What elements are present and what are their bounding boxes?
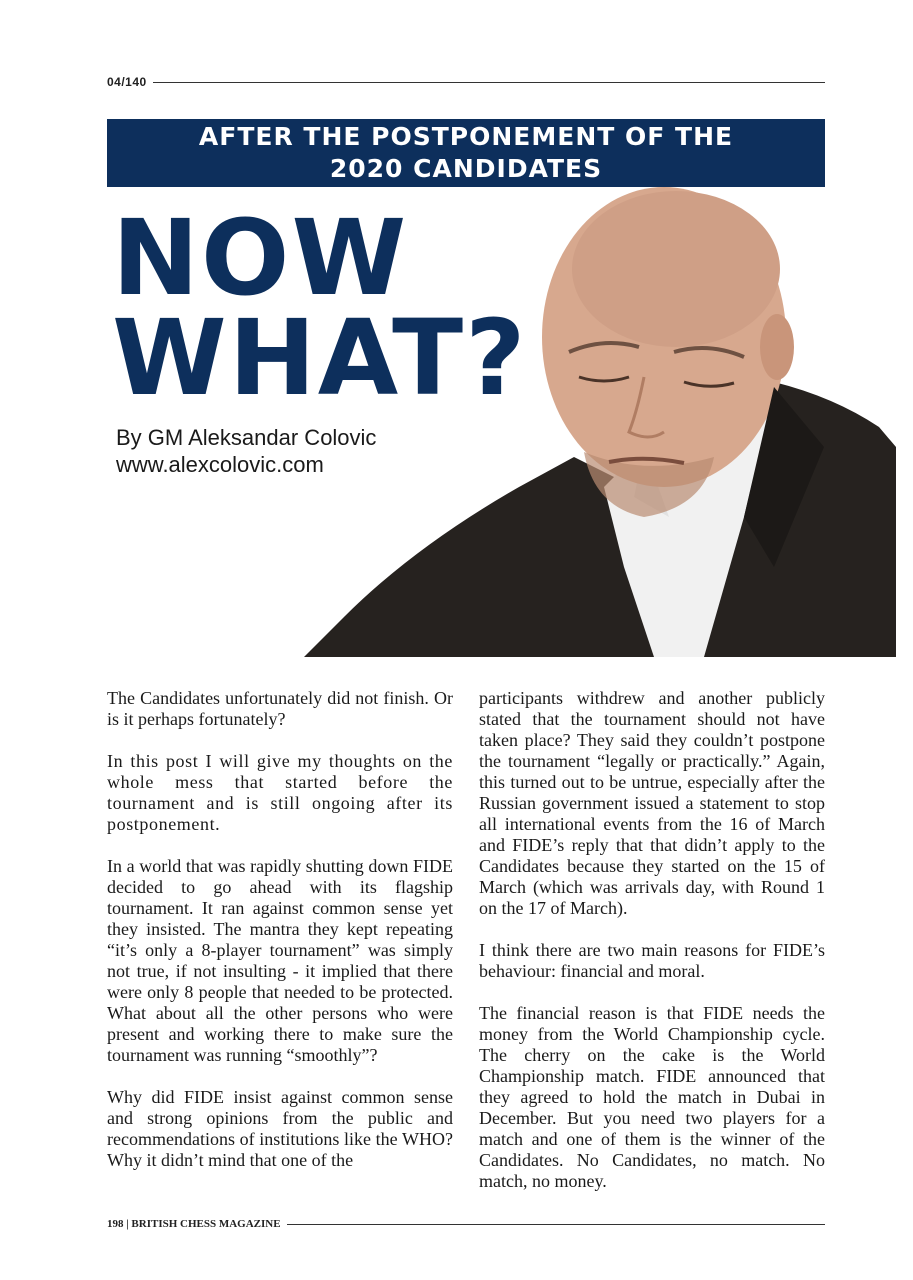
headline-line-1: NOW	[112, 197, 409, 319]
headline	[112, 197, 528, 419]
page-footer	[107, 1216, 825, 1232]
page-header	[107, 74, 825, 90]
footer-rule	[287, 1224, 825, 1225]
header-rule	[153, 82, 825, 83]
paragraph: I think there are two main reasons for FIDE’s behaviour: financial and moral.	[479, 940, 825, 981]
paragraph: participants withdrew and another publicly stated that the tournament should not have taken place? They said they couldn’t postpone the tournament “legally or practically.” Again, this turned out to be untrue, especially after the Russian government issued a statement to stop all international events from the 16 of March and FIDE’s reply that that didn’t apply to the Candidates because they started on the 15 of March (which was arrivals day, with Round 1 on the 17 of March).	[479, 688, 825, 918]
banner-line-2: 2020 CANDIDATES	[329, 154, 603, 183]
author-website: www.alexcolovic.com	[116, 452, 324, 477]
paragraph: The financial reason is that FIDE needs the money from the World Championship cycle. The cherry on the cake is the World Championship match. FIDE announced that they agreed to hold the match in Dubai in December. But you need two players for a match and one of them is the winner of the Candidates. No Candidates, no match. No match, no money.	[479, 1003, 825, 1191]
banner-line-1: AFTER THE POSTPONEMENT OF THE	[198, 122, 734, 151]
issue-number: 04/140	[107, 75, 147, 89]
author-name: By GM Aleksandar Colovic	[116, 425, 377, 450]
article-column-left	[107, 688, 453, 1192]
paragraph: In a world that was rapidly shutting down FIDE decided to go ahead with its flagship tournament. It ran against common sense yet they insisted. The mantra they kept repeating “it’s only a 8-player tournament” was simply not true, if not insulting - it implied that there were only 8 people that needed to be protected. What about all the other persons who were present and working there to make sure the tournament was running “smoothly”?	[107, 856, 453, 1065]
page-number: 198 | BRITISH CHESS MAGAZINE	[107, 1218, 281, 1230]
byline	[116, 424, 376, 478]
paragraph: In this post I will give my thoughts on the whole mess that started before the tournament and is still ongoing after its postponement.	[107, 751, 453, 834]
paragraph: Why did FIDE insist against common sense and strong opinions from the public and recommendations of institutions like the WHO? Why it didn’t mind that one of the	[107, 1087, 453, 1170]
article-column-right	[479, 688, 825, 1213]
title-banner	[107, 119, 825, 187]
paragraph: The Candidates unfortunately did not finish. Or is it perhaps fortunately?	[107, 688, 453, 729]
headline-line-2: WHAT?	[112, 297, 528, 419]
